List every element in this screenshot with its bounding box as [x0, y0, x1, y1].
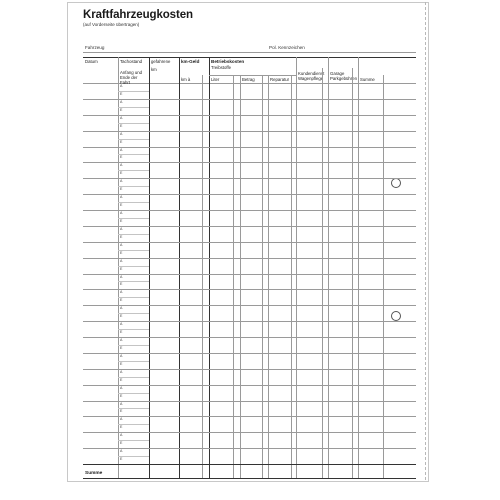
row-start-marker: A — [120, 401, 123, 406]
row-start-marker: A — [120, 417, 123, 422]
row-end-marker: E — [120, 91, 123, 96]
row-start-marker: A — [120, 179, 123, 184]
col-divider-repair-inner — [291, 75, 292, 478]
table-top-line — [83, 57, 416, 58]
row-end-marker: E — [120, 139, 123, 144]
header-odometer: Tachostand — [120, 59, 142, 64]
row-start-marker: A — [120, 211, 123, 215]
row-start-marker: A — [120, 449, 123, 454]
header-total: Summe — [360, 77, 375, 82]
odometer-split-line — [118, 329, 149, 330]
col-divider-repair — [268, 75, 269, 478]
row-end-marker: E — [120, 425, 123, 430]
operating-costs-subline — [209, 75, 296, 76]
row-end-marker: E — [120, 409, 123, 414]
table-row[interactable] — [83, 258, 416, 259]
odometer-split-line — [118, 170, 149, 171]
row-end-marker: E — [120, 298, 123, 303]
odometer-split-line — [118, 202, 149, 203]
row-end-marker: E — [120, 345, 123, 350]
odometer-split-line — [118, 345, 149, 346]
header-repair: Reparatur — [270, 77, 290, 82]
table-row[interactable] — [83, 305, 416, 306]
table-row[interactable] — [83, 369, 416, 370]
row-start-marker: A — [120, 131, 123, 136]
table-row[interactable] — [83, 337, 416, 338]
odometer-split-line — [118, 424, 149, 425]
odometer-split-line — [118, 393, 149, 394]
table-row[interactable] — [83, 115, 416, 116]
table-row[interactable] — [83, 416, 416, 417]
odometer-split-line — [118, 91, 149, 92]
row-end-marker: E — [120, 377, 123, 382]
table-row[interactable] — [83, 178, 416, 179]
odometer-split-line — [118, 186, 149, 187]
col-divider-total-inner — [383, 75, 384, 478]
row-start-marker: A — [120, 258, 123, 263]
odometer-split-line — [118, 266, 149, 267]
row-end-marker: E — [120, 330, 123, 335]
row-start-marker: A — [120, 242, 123, 247]
row-end-marker: E — [120, 218, 123, 223]
row-start-marker: A — [120, 147, 123, 152]
odometer-split-line — [118, 313, 149, 314]
row-start-marker: A — [120, 115, 123, 120]
table-row[interactable] — [83, 448, 416, 449]
form-title: Kraftfahrzeugkosten — [83, 9, 193, 21]
col-divider-total — [358, 57, 359, 478]
table-row[interactable] — [83, 131, 416, 132]
vehicle-field-line[interactable] — [83, 52, 416, 53]
row-end-marker: E — [120, 282, 123, 287]
sum-row-top-line — [83, 464, 416, 465]
table-row[interactable] — [83, 226, 416, 227]
row-end-marker: E — [120, 171, 123, 176]
header-service: Kundendienst Wagenpflege — [298, 71, 325, 81]
odometer-split-line — [118, 297, 149, 298]
row-end-marker: E — [120, 203, 123, 208]
row-end-marker: E — [120, 123, 123, 128]
row-start-marker: A — [120, 290, 123, 295]
col-divider-operating-costs — [209, 57, 210, 478]
table-row[interactable] — [83, 194, 416, 195]
row-start-marker: A — [120, 369, 123, 374]
table-row[interactable] — [83, 210, 416, 211]
col-divider-driven — [149, 57, 150, 478]
table-row[interactable] — [83, 401, 416, 402]
odometer-split-line — [118, 154, 149, 155]
table-row[interactable] — [83, 242, 416, 243]
header-driven-unit: km — [151, 67, 157, 72]
col-divider-service — [296, 57, 297, 478]
row-start-marker: A — [120, 353, 123, 358]
table-row[interactable] — [83, 353, 416, 354]
row-start-marker: A — [120, 226, 123, 231]
header-date: Datum — [85, 59, 98, 64]
odometer-split-line — [118, 440, 149, 441]
odometer-split-line — [118, 281, 149, 282]
col-divider-odometer — [118, 57, 119, 478]
row-start-marker: A — [120, 195, 123, 200]
row-end-marker: E — [120, 155, 123, 160]
plate-label: Pol. Kennzeichen — [269, 45, 305, 50]
table-row[interactable] — [83, 274, 416, 275]
odometer-split-line — [118, 139, 149, 140]
header-garage: Garage Parkgebühren — [330, 71, 357, 81]
row-end-marker: E — [120, 266, 123, 271]
row-start-marker: A — [120, 338, 123, 342]
odometer-split-line — [118, 218, 149, 219]
sum-label: Summe — [85, 471, 103, 476]
row-end-marker: E — [120, 107, 123, 112]
row-end-marker: E — [120, 187, 123, 192]
table-row[interactable] — [83, 432, 416, 433]
header-km-money: km-Geld — [181, 59, 200, 64]
row-end-marker: E — [120, 314, 123, 319]
col-divider-liters-inner — [233, 75, 234, 478]
row-start-marker: A — [120, 99, 123, 104]
row-start-marker: A — [120, 385, 123, 390]
table-row[interactable] — [83, 99, 416, 100]
odometer-split-line — [118, 107, 149, 108]
header-liters: Liter — [211, 77, 220, 82]
col-divider-amount — [240, 75, 241, 478]
odometer-split-line — [118, 234, 149, 235]
table-row[interactable] — [83, 147, 416, 148]
form-subtitle: (auf Vorderseite übertragen) — [83, 22, 140, 27]
col-divider-km-money — [179, 57, 180, 478]
row-end-marker: E — [120, 393, 123, 398]
vehicle-label: Fahrzeug — [85, 45, 105, 50]
header-km-rate: km à — [181, 77, 191, 82]
table-bottom-line — [83, 478, 416, 479]
row-start-marker: A — [120, 433, 123, 438]
odometer-split-line — [118, 123, 149, 124]
row-start-marker: A — [120, 306, 123, 311]
odometer-split-line — [118, 377, 149, 378]
row-end-marker: E — [120, 361, 123, 366]
perforation-line — [425, 2, 426, 480]
header-odometer-sub: Anfang und Ende der Fahrt — [120, 70, 142, 85]
row-start-marker: A — [120, 274, 123, 279]
header-fuel: Treibstoffe — [211, 65, 232, 70]
header-operating-costs: Betriebskosten — [211, 59, 245, 64]
odometer-split-line — [118, 456, 149, 457]
table-row[interactable] — [83, 321, 416, 322]
punch-hole-bottom — [391, 311, 401, 321]
col-divider-amount-inner — [262, 75, 263, 478]
row-end-marker: E — [120, 441, 123, 446]
table-row[interactable] — [83, 385, 416, 386]
row-start-marker: A — [120, 322, 123, 327]
odometer-split-line — [118, 408, 149, 409]
row-end-marker: E — [120, 234, 123, 239]
row-end-marker: E — [120, 250, 123, 255]
header-driven: gefahrene — [151, 59, 171, 64]
punch-hole-top — [391, 178, 401, 188]
row-start-marker: A — [120, 163, 123, 168]
table-row[interactable] — [83, 289, 416, 290]
odometer-split-line — [118, 250, 149, 251]
row-end-marker: E — [120, 457, 123, 462]
table-row[interactable] — [83, 162, 416, 163]
col-divider-garage — [328, 57, 329, 478]
odometer-split-line — [118, 361, 149, 362]
col-divider-km-money-inner — [202, 75, 203, 478]
header-amount: Betrag — [242, 77, 255, 82]
row-start-marker: A — [120, 84, 123, 88]
